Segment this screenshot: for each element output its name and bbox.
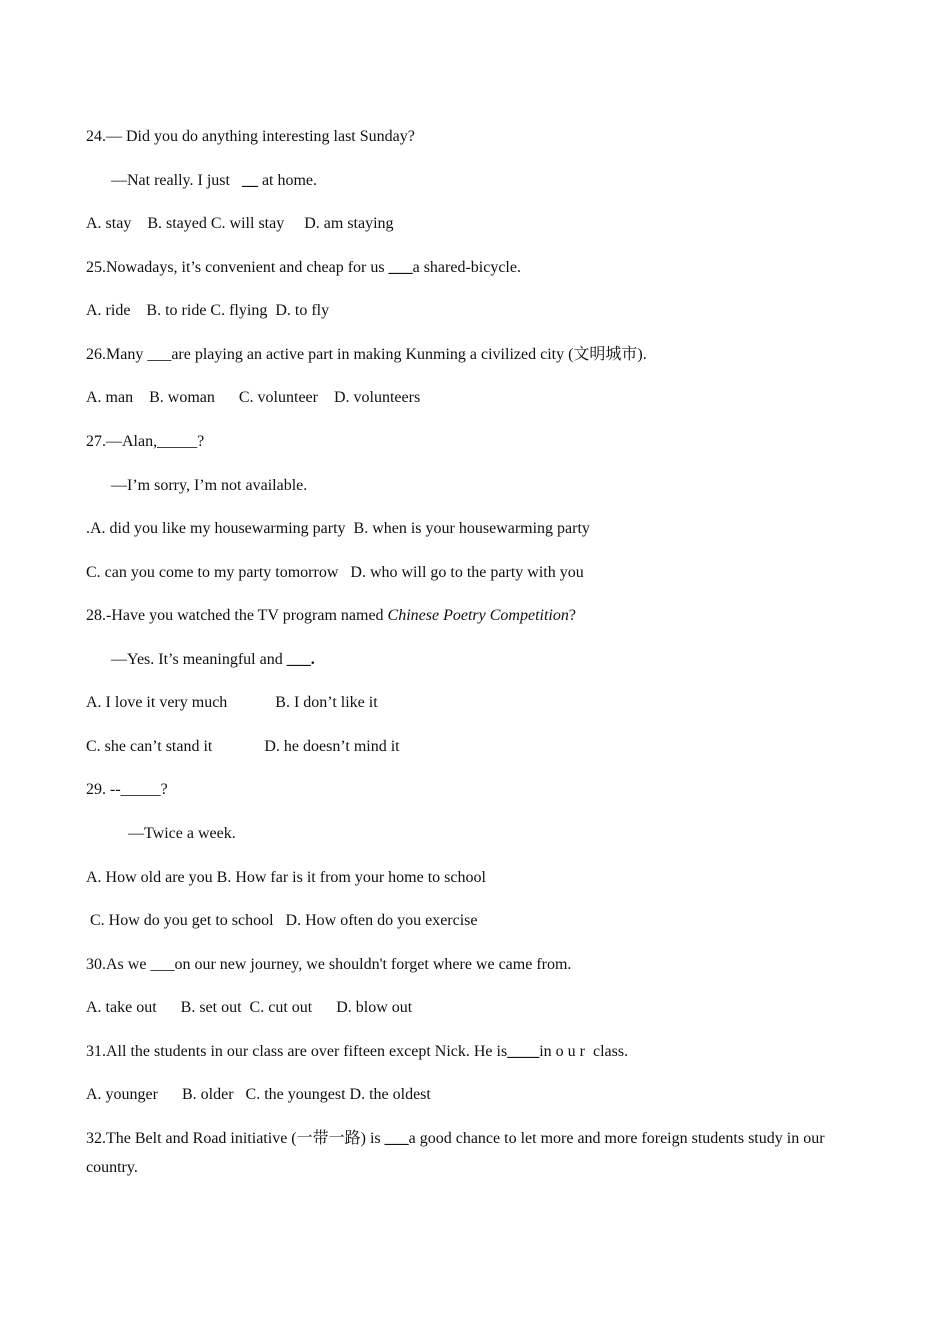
question-28-stem <box>86 606 576 626</box>
question-27-response: —I’m sorry, I’m not available. <box>111 477 308 494</box>
question-32-stem <box>86 1124 876 1182</box>
question-25-stem <box>86 258 521 278</box>
stem-text: a shared-bicycle. <box>412 259 521 276</box>
stem-text: 28.-Have you watched the TV program named <box>86 607 388 624</box>
question-30-stem: 30.As we ___on our new journey, we shouldn't forget where we came from. <box>86 956 572 973</box>
answer-blank: ___ <box>384 1130 409 1147</box>
question-24-response <box>111 171 317 191</box>
stem-text: 32.The Belt and Road initiative (一带一路) is <box>86 1130 385 1147</box>
question-28-response <box>111 650 315 670</box>
program-title: Chinese Poetry Competition <box>387 607 569 624</box>
question-28-options-2: C. she can’t stand it D. he doesn’t mind it <box>86 738 400 755</box>
stem-text: ? <box>568 607 576 624</box>
response-text: at home. <box>257 172 318 189</box>
question-27-stem: 27.—Alan,_____? <box>86 433 205 450</box>
answer-blank: ___. <box>286 651 315 668</box>
stem-text: 31.All the students in our class are over fifteen except Nick. He is <box>86 1043 508 1060</box>
stem-text: 25.Nowadays, it’s convenient and cheap for us <box>86 259 389 276</box>
question-29-response: —Twice a week. <box>128 825 236 842</box>
question-29-options-2: C. How do you get to school D. How often do you exercise <box>86 912 478 929</box>
response-text: —Yes. It’s meaningful and <box>111 651 287 668</box>
question-26-stem: 26.Many ___are playing an active part in making Kunming a civilized city (文明城市). <box>86 346 647 363</box>
question-30-options: A. take out B. set out C. cut out D. blow out <box>86 999 413 1016</box>
question-27-options-1: .A. did you like my housewarming party B. when is your housewarming party <box>86 520 590 537</box>
question-29-stem: 29. --_____? <box>86 781 168 798</box>
question-27-options-2: C. can you come to my party tomorrow D. who will go to the party with you <box>86 564 584 581</box>
question-31-stem <box>86 1042 628 1062</box>
stem-text: a good chance to let more and more foreign students study in our country. <box>86 1130 825 1176</box>
question-26-options: A. man B. woman C. volunteer D. volunteers <box>86 389 421 406</box>
answer-blank: ___ <box>388 259 413 276</box>
stem-text: in o u r class. <box>539 1043 629 1060</box>
question-28-options-1: A. I love it very much B. I don’t like it <box>86 694 378 711</box>
question-24-stem: 24.— Did you do anything interesting last Sunday? <box>86 128 415 145</box>
question-31-options: A. younger B. older C. the youngest D. the oldest <box>86 1086 431 1103</box>
question-29-options-1: A. How old are you B. How far is it from your home to school <box>86 869 486 886</box>
question-24-options: A. stay B. stayed C. will stay D. am staying <box>86 215 394 232</box>
question-25-options: A. ride B. to ride C. flying D. to fly <box>86 302 330 319</box>
response-text: —Nat really. I just <box>111 172 242 189</box>
answer-blank: __ <box>241 172 258 189</box>
answer-blank: ____ <box>507 1043 540 1060</box>
